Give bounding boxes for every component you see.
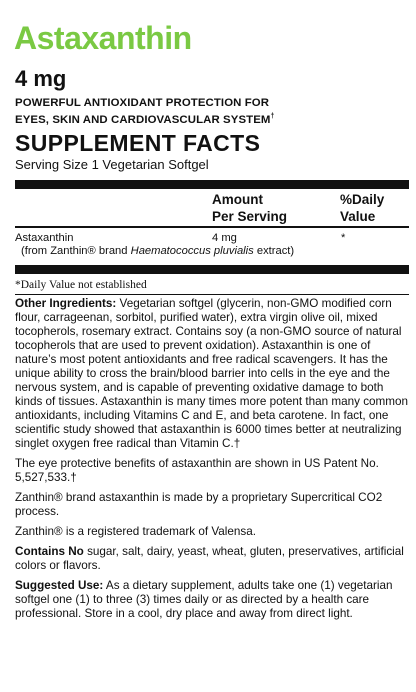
serving-size: Serving Size 1 Vegetarian Softgel (15, 157, 209, 172)
product-title: Astaxanthin (14, 20, 192, 56)
nutrient-amount: 4 mg (212, 232, 237, 244)
facts-header-rule (15, 226, 409, 228)
product-tagline (15, 96, 410, 127)
facts-bottom-rule (15, 265, 409, 274)
nutrient-source (21, 245, 294, 258)
suggested-use-label: Suggested Use: (15, 579, 104, 592)
suggested-use-paragraph (15, 579, 411, 621)
process-paragraph: Zanthin® brand astaxanthin is made by a proprietary Supercritical CO2 process. (15, 491, 383, 518)
column-header-amount (212, 191, 287, 225)
column-header-daily-value (340, 191, 384, 225)
nutrient-name: Astaxanthin (15, 232, 74, 244)
column-header-amount-line-1: Amount (212, 192, 263, 207)
footnote-rule (15, 294, 409, 295)
column-header-dv-line-1: %Daily (340, 192, 385, 207)
daily-value-footnote: *Daily Value not established (15, 279, 147, 291)
facts-top-rule (15, 180, 409, 189)
tagline-line-2 (15, 110, 410, 127)
column-header-amount-line-2: Per Serving (212, 209, 288, 224)
nutrient-source-prefix: (from Zanthin® brand (21, 245, 131, 257)
product-dose: 4 mg (15, 66, 67, 91)
nutrient-daily-value: * (341, 232, 346, 244)
label-body-text (15, 297, 411, 627)
nutrient-source-suffix: extract) (253, 245, 295, 257)
supplement-facts-heading: SUPPLEMENT FACTS (15, 130, 261, 156)
contains-no-paragraph (15, 545, 411, 573)
tagline-line-2-text: EYES, SKIN AND CARDIOVASCULAR SYSTEM (15, 113, 271, 126)
suggested-use-text: As a dietary supplement, adults take one (1) vegetarian softgel one (1) to three (3) times daily or as directed by a health care professional. Store in a cool, dry place and away from direct light. (15, 579, 393, 620)
contains-no-label: Contains No (15, 545, 84, 558)
trademark-paragraph: Zanthin® is a registered trademark of Valensa. (15, 525, 256, 538)
nutrient-source-species: Haematococcus pluvialis (130, 245, 254, 257)
other-ingredients-text: Vegetarian softgel (glycerin, non-GMO modified corn flour, carrageenan, sorbitol, purified water), extra virgin olive oil, mixed tocopherols, rosemary extract. Contains soy (a non-GMO source of natural tocopherols that are used to prevent oxidation). Astaxanthin is one of nature’s most potent antioxidants and free radical scavengers. It has the unique ability to cross the brain/blood barrier into cells in the eye and the nervous system, and is capable of preventing oxidative damage to both kinds of tissues. Astaxanthin is many times more potent than many common antioxidants, including Vitamins C and E, and beta carotene. In fact, one scientific study showed that astaxanthin is 6000 times better at neutralizing singlet oxygen free radical than Vitamin C.† (15, 297, 409, 450)
column-header-dv-line-2: Value (340, 209, 376, 224)
other-ingredients-label: Other Ingredients: (15, 297, 117, 310)
tagline-line-1: POWERFUL ANTIOXIDANT PROTECTION FOR (15, 97, 270, 109)
other-ingredients-paragraph (15, 297, 411, 451)
tagline-dagger: † (270, 113, 275, 120)
patent-paragraph: The eye protective benefits of astaxanthin are shown in US Patent No. 5,527,533.† (15, 457, 379, 484)
contains-no-text: sugar, salt, dairy, yeast, wheat, gluten, preservatives, artificial colors or flavors. (15, 545, 404, 572)
